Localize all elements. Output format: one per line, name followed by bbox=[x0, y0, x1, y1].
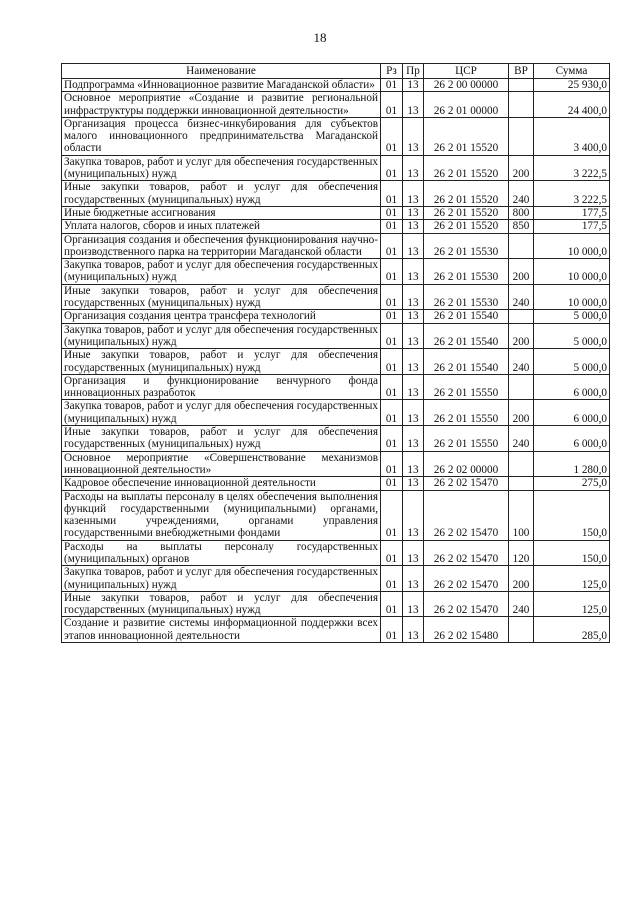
cell-csr: 26 2 01 15530 bbox=[424, 284, 509, 310]
table-row bbox=[62, 233, 610, 259]
cell-vr: 800 bbox=[509, 206, 534, 219]
table-row bbox=[62, 477, 610, 490]
cell-rz: 01 bbox=[381, 181, 403, 207]
cell-name: Организация создания центра трансфера технологий bbox=[62, 310, 381, 323]
header-pr: Пр bbox=[403, 64, 424, 79]
cell-pr: 13 bbox=[403, 233, 424, 259]
cell-pr: 13 bbox=[403, 284, 424, 310]
cell-amount: 10 000,0 bbox=[534, 233, 610, 259]
cell-pr: 13 bbox=[403, 323, 424, 349]
cell-vr: 240 bbox=[509, 349, 534, 375]
cell-amount: 125,0 bbox=[534, 566, 610, 592]
table-row bbox=[62, 92, 610, 118]
cell-pr: 13 bbox=[403, 349, 424, 375]
table-row bbox=[62, 540, 610, 566]
cell-name: Создание и развитие системы информационной поддержки всех этапов инновационной деятельности bbox=[62, 617, 381, 643]
cell-rz: 01 bbox=[381, 477, 403, 490]
cell-amount: 3 222,5 bbox=[534, 181, 610, 207]
cell-vr bbox=[509, 92, 534, 118]
cell-name: Организация процесса бизнес-инкубирования для субъектов малого инновационного предпринимательства Магаданской области bbox=[62, 117, 381, 155]
cell-csr: 26 2 01 15530 bbox=[424, 233, 509, 259]
cell-vr bbox=[509, 374, 534, 400]
cell-csr: 26 2 01 15520 bbox=[424, 206, 509, 219]
cell-rz: 01 bbox=[381, 566, 403, 592]
cell-rz: 01 bbox=[381, 617, 403, 643]
table-row bbox=[62, 374, 610, 400]
cell-csr: 26 2 02 15470 bbox=[424, 477, 509, 490]
cell-amount: 5 000,0 bbox=[534, 310, 610, 323]
cell-csr: 26 2 01 15520 bbox=[424, 181, 509, 207]
cell-rz: 01 bbox=[381, 92, 403, 118]
cell-vr bbox=[509, 451, 534, 477]
cell-csr: 26 2 01 15520 bbox=[424, 155, 509, 181]
cell-pr: 13 bbox=[403, 540, 424, 566]
cell-rz: 01 bbox=[381, 400, 403, 426]
cell-csr: 26 2 01 15540 bbox=[424, 323, 509, 349]
cell-name: Закупка товаров, работ и услуг для обеспечения государственных (муниципальных) нужд bbox=[62, 323, 381, 349]
cell-vr bbox=[509, 310, 534, 323]
cell-rz: 01 bbox=[381, 540, 403, 566]
cell-pr: 13 bbox=[403, 220, 424, 233]
cell-name: Иные закупки товаров, работ и услуг для обеспечения государственных (муниципальных) нужд bbox=[62, 181, 381, 207]
cell-name: Расходы на выплаты персоналу в целях обеспечения выполнения функций государственными (муниципальными) органами, казенными учреждениями, органами управления государственными внебюджетными фондами bbox=[62, 490, 381, 540]
table-header-row bbox=[62, 64, 610, 79]
cell-csr: 26 2 01 00000 bbox=[424, 92, 509, 118]
cell-rz: 01 bbox=[381, 591, 403, 617]
cell-amount: 3 400,0 bbox=[534, 117, 610, 155]
cell-amount: 6 000,0 bbox=[534, 426, 610, 452]
cell-rz: 01 bbox=[381, 259, 403, 285]
cell-name: Иные закупки товаров, работ и услуг для обеспечения государственных (муниципальных) нужд bbox=[62, 426, 381, 452]
cell-pr: 13 bbox=[403, 400, 424, 426]
cell-vr bbox=[509, 79, 534, 92]
header-name: Наименование bbox=[62, 64, 381, 79]
cell-rz: 01 bbox=[381, 349, 403, 375]
cell-csr: 26 2 01 15540 bbox=[424, 310, 509, 323]
cell-pr: 13 bbox=[403, 206, 424, 219]
cell-vr bbox=[509, 233, 534, 259]
table-row bbox=[62, 400, 610, 426]
cell-name: Организация и функционирование венчурного фонда инновационных разработок bbox=[62, 374, 381, 400]
cell-csr: 26 2 01 15520 bbox=[424, 220, 509, 233]
cell-rz: 01 bbox=[381, 284, 403, 310]
table-row bbox=[62, 284, 610, 310]
cell-name: Основное мероприятие «Создание и развитие региональной инфраструктуры поддержки инновационной деятельности» bbox=[62, 92, 381, 118]
cell-rz: 01 bbox=[381, 426, 403, 452]
cell-amount: 150,0 bbox=[534, 490, 610, 540]
table-row bbox=[62, 451, 610, 477]
cell-name: Закупка товаров, работ и услуг для обеспечения государственных (муниципальных) нужд bbox=[62, 566, 381, 592]
budget-table bbox=[61, 63, 610, 643]
cell-rz: 01 bbox=[381, 117, 403, 155]
cell-vr: 120 bbox=[509, 540, 534, 566]
cell-name: Расходы на выплаты персоналу государственных (муниципальных) органов bbox=[62, 540, 381, 566]
table-row bbox=[62, 349, 610, 375]
cell-csr: 26 2 02 15470 bbox=[424, 540, 509, 566]
cell-name: Закупка товаров, работ и услуг для обеспечения государственных (муниципальных) нужд bbox=[62, 155, 381, 181]
cell-pr: 13 bbox=[403, 566, 424, 592]
cell-vr: 200 bbox=[509, 259, 534, 285]
cell-name: Кадровое обеспечение инновационной деятельности bbox=[62, 477, 381, 490]
table-row bbox=[62, 617, 610, 643]
cell-csr: 26 2 00 00000 bbox=[424, 79, 509, 92]
cell-rz: 01 bbox=[381, 374, 403, 400]
cell-vr bbox=[509, 617, 534, 643]
cell-csr: 26 2 02 00000 bbox=[424, 451, 509, 477]
table-row bbox=[62, 259, 610, 285]
cell-vr: 200 bbox=[509, 400, 534, 426]
cell-amount: 150,0 bbox=[534, 540, 610, 566]
cell-rz: 01 bbox=[381, 323, 403, 349]
cell-vr: 240 bbox=[509, 426, 534, 452]
header-vr: ВР bbox=[509, 64, 534, 79]
cell-pr: 13 bbox=[403, 155, 424, 181]
cell-amount: 25 930,0 bbox=[534, 79, 610, 92]
cell-name: Организация создания и обеспечения функционирования научно-производственного парка на территории Магаданской области bbox=[62, 233, 381, 259]
cell-amount: 10 000,0 bbox=[534, 259, 610, 285]
cell-pr: 13 bbox=[403, 451, 424, 477]
cell-pr: 13 bbox=[403, 117, 424, 155]
cell-csr: 26 2 01 15550 bbox=[424, 374, 509, 400]
cell-amount: 285,0 bbox=[534, 617, 610, 643]
cell-name: Основное мероприятие «Совершенствование механизмов инновационной деятельности» bbox=[62, 451, 381, 477]
cell-amount: 5 000,0 bbox=[534, 349, 610, 375]
cell-vr: 100 bbox=[509, 490, 534, 540]
table-row bbox=[62, 181, 610, 207]
cell-csr: 26 2 01 15530 bbox=[424, 259, 509, 285]
cell-rz: 01 bbox=[381, 206, 403, 219]
table-row bbox=[62, 323, 610, 349]
table-row bbox=[62, 220, 610, 233]
cell-vr: 240 bbox=[509, 181, 534, 207]
cell-name: Иные закупки товаров, работ и услуг для обеспечения государственных (муниципальных) нужд bbox=[62, 284, 381, 310]
page-number: 18 bbox=[313, 30, 327, 45]
table-row bbox=[62, 426, 610, 452]
cell-amount: 3 222,5 bbox=[534, 155, 610, 181]
cell-name: Иные закупки товаров, работ и услуг для обеспечения государственных (муниципальных) нужд bbox=[62, 591, 381, 617]
cell-amount: 125,0 bbox=[534, 591, 610, 617]
cell-amount: 1 280,0 bbox=[534, 451, 610, 477]
cell-amount: 10 000,0 bbox=[534, 284, 610, 310]
cell-csr: 26 2 02 15470 bbox=[424, 591, 509, 617]
table-row bbox=[62, 117, 610, 155]
table-row bbox=[62, 79, 610, 92]
cell-rz: 01 bbox=[381, 155, 403, 181]
cell-amount: 6 000,0 bbox=[534, 374, 610, 400]
cell-csr: 26 2 01 15540 bbox=[424, 349, 509, 375]
cell-name: Подпрограмма «Инновационное развитие Магаданской области» bbox=[62, 79, 381, 92]
cell-amount: 275,0 bbox=[534, 477, 610, 490]
cell-rz: 01 bbox=[381, 451, 403, 477]
table-row bbox=[62, 206, 610, 219]
cell-vr: 200 bbox=[509, 566, 534, 592]
cell-pr: 13 bbox=[403, 79, 424, 92]
cell-vr bbox=[509, 477, 534, 490]
cell-name: Закупка товаров, работ и услуг для обеспечения государственных (муниципальных) нужд bbox=[62, 259, 381, 285]
cell-pr: 13 bbox=[403, 591, 424, 617]
cell-pr: 13 bbox=[403, 426, 424, 452]
cell-amount: 177,5 bbox=[534, 206, 610, 219]
cell-rz: 01 bbox=[381, 79, 403, 92]
cell-name: Иные бюджетные ассигнования bbox=[62, 206, 381, 219]
table-row bbox=[62, 310, 610, 323]
table-row bbox=[62, 155, 610, 181]
cell-pr: 13 bbox=[403, 92, 424, 118]
header-csr: ЦСР bbox=[424, 64, 509, 79]
table-row bbox=[62, 566, 610, 592]
cell-pr: 13 bbox=[403, 374, 424, 400]
cell-name: Уплата налогов, сборов и иных платежей bbox=[62, 220, 381, 233]
cell-vr: 200 bbox=[509, 155, 534, 181]
cell-name: Закупка товаров, работ и услуг для обеспечения государственных (муниципальных) нужд bbox=[62, 400, 381, 426]
cell-amount: 24 400,0 bbox=[534, 92, 610, 118]
header-rz: Рз bbox=[381, 64, 403, 79]
cell-vr: 200 bbox=[509, 323, 534, 349]
cell-name: Иные закупки товаров, работ и услуг для обеспечения государственных (муниципальных) нужд bbox=[62, 349, 381, 375]
cell-pr: 13 bbox=[403, 477, 424, 490]
cell-pr: 13 bbox=[403, 259, 424, 285]
cell-vr: 240 bbox=[509, 591, 534, 617]
cell-vr: 240 bbox=[509, 284, 534, 310]
cell-rz: 01 bbox=[381, 220, 403, 233]
cell-csr: 26 2 01 15550 bbox=[424, 400, 509, 426]
cell-rz: 01 bbox=[381, 310, 403, 323]
cell-rz: 01 bbox=[381, 490, 403, 540]
table-row bbox=[62, 591, 610, 617]
cell-csr: 26 2 02 15470 bbox=[424, 566, 509, 592]
cell-csr: 26 2 01 15550 bbox=[424, 426, 509, 452]
cell-csr: 26 2 01 15520 bbox=[424, 117, 509, 155]
cell-amount: 177,5 bbox=[534, 220, 610, 233]
cell-amount: 6 000,0 bbox=[534, 400, 610, 426]
table-row bbox=[62, 490, 610, 540]
cell-pr: 13 bbox=[403, 181, 424, 207]
header-amount: Сумма bbox=[534, 64, 610, 79]
cell-pr: 13 bbox=[403, 617, 424, 643]
cell-vr: 850 bbox=[509, 220, 534, 233]
cell-vr bbox=[509, 117, 534, 155]
cell-amount: 5 000,0 bbox=[534, 323, 610, 349]
cell-csr: 26 2 02 15480 bbox=[424, 617, 509, 643]
cell-pr: 13 bbox=[403, 490, 424, 540]
cell-csr: 26 2 02 15470 bbox=[424, 490, 509, 540]
cell-rz: 01 bbox=[381, 233, 403, 259]
cell-pr: 13 bbox=[403, 310, 424, 323]
